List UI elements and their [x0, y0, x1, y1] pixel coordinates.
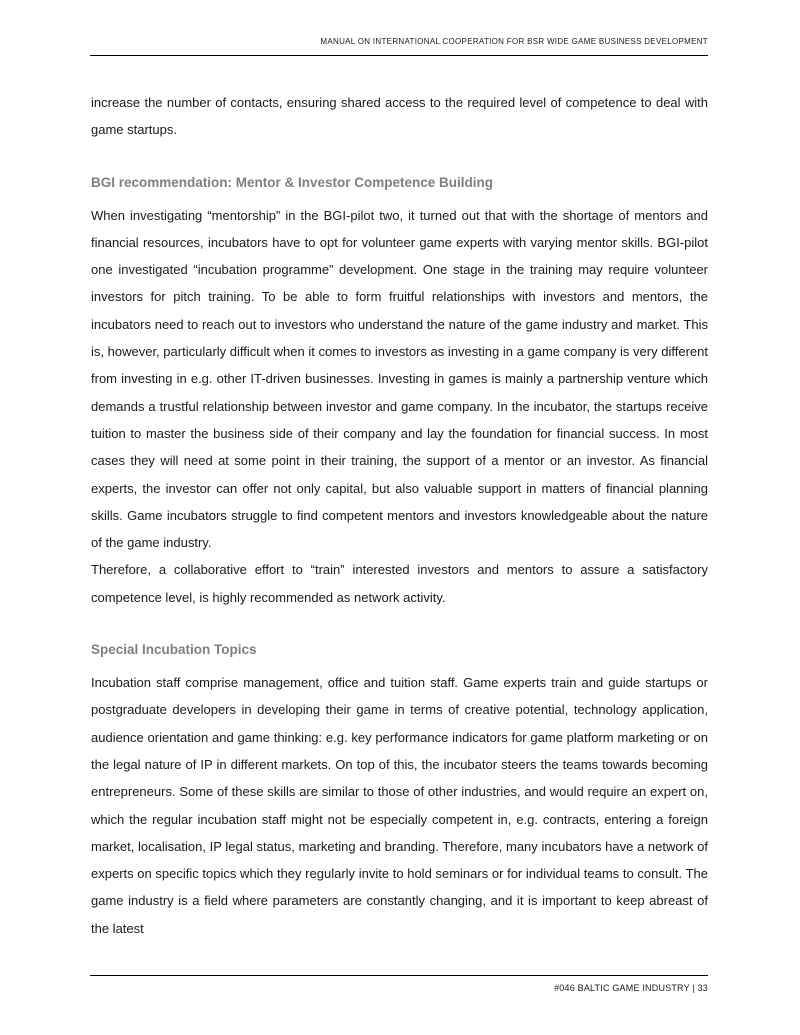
page-body	[91, 56, 708, 942]
section1-paragraph-1: When investigating “mentorship” in the BGI-pilot two, it turned out that with the shortage of mentors and financial resources, incubators have to opt for volunteer game experts with varying mentor skills. BGI-pilot one investigated “incubation programme” development. One stage in the training may require volunteer investors for pitch training. To be able to form fruitful relationships with investors and mentors, the incubators need to reach out to investors who understand the nature of the game industry and market. This is, however, particularly difficult when it comes to investors as investing in a game company is very different from investing in e.g. other IT-driven businesses. Investing in games is mainly a partnership venture which demands a trustful relationship between investor and game company. In the incubator, the startups receive tuition to master the business side of their company and lay the foundation for financial success. In most cases they will need at some point in their training, the support of a mentor or an investor. As financial experts, the investor can offer not only capital, but also valuable support in matters of financial planning skills. Game incubators struggle to find competent mentors and investors knowledgeable about the nature of the game industry.	[91, 207, 708, 551]
intro-paragraph: increase the number of contacts, ensuring shared access to the required level of competence to deal with game startups.	[91, 95, 708, 138]
page-header	[90, 0, 708, 56]
section2-paragraph-1: Incubation staff comprise management, office and tuition staff. Game experts train and guide startups or postgraduate developers in developing their game in terms of creative potential, technology application, audience orientation and game thinking: e.g. key performance indicators for game platform marketing or on the legal nature of IP in different markets. On top of this, the incubator steers the teams towards becoming entrepreneurs. Some of these skills are similar to those of other industries, and would require an expert on, which the regular incubation staff might not be especially competent in, e.g. contracts, entering a foreign market, localisation, IP legal status, marketing and branding. Therefore, many incubators have a network of experts on specific topics which they regularly invite to hold seminars or for individual teams to consult. The game industry is a field where parameters are constantly changing, and it is important to keep abreast of the latest	[91, 675, 708, 936]
section-heading-special-incubation-topics: Special Incubation Topics	[91, 642, 257, 658]
footer-text: #046 BALTIC GAME INDUSTRY | 33	[554, 983, 708, 993]
page-footer	[90, 975, 708, 993]
section-heading-bgi-recommendation: BGI recommendation: Mentor & Investor Competence Building	[91, 174, 494, 190]
section1-paragraph-2: Therefore, a collaborative effort to “train” interested investors and mentors to assure a satisfactory competence level, is highly recommended as network activity.	[91, 562, 708, 605]
running-head: MANUAL ON INTERNATIONAL COOPERATION FOR BSR WIDE GAME BUSINESS DEVELOPMENT	[320, 37, 708, 46]
